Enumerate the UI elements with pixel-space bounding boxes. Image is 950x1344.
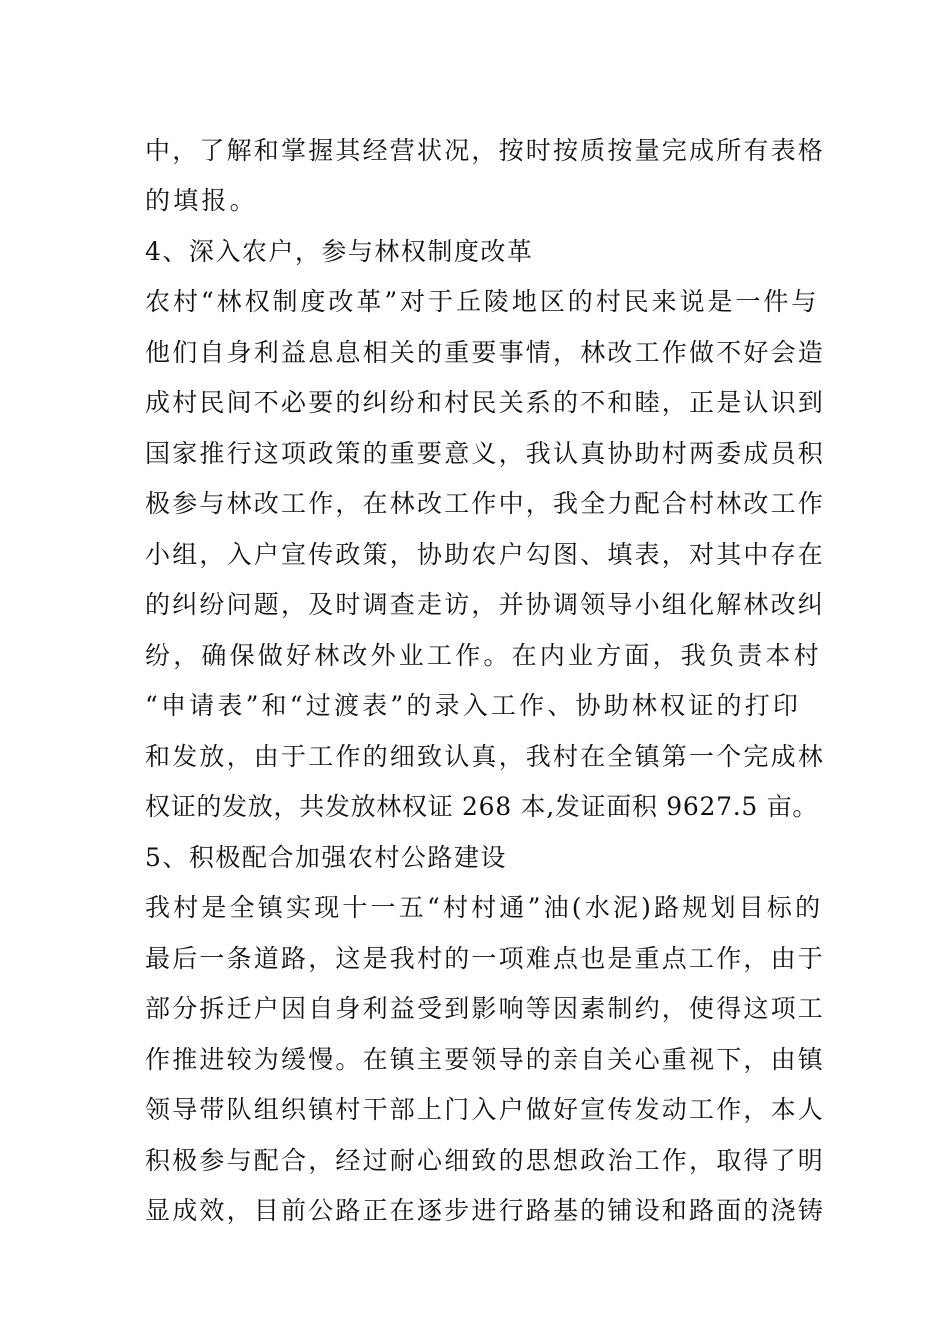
body-text-line: 农村“林权制度改革”对于丘陵地区的村民来说是一件与 <box>145 287 820 316</box>
body-text-line: 的填报。 <box>145 186 258 215</box>
body-text-line: 他们自身利益息息相关的重要事情，林改工作做不好会造 <box>145 338 826 367</box>
body-text-line: 极参与林改工作，在林改工作中，我全力配合村林改工作 <box>145 489 826 518</box>
body-text-line: 的纠纷问题，及时调查走访，并协调领导小组化解林改纠 <box>145 590 826 619</box>
body-text-line: 我村是全镇实现十一五“村村通”油(水泥)路规划目标的 <box>145 893 824 922</box>
body-text-line: 纷，确保做好林改外业工作。在内业方面，我负责本村 <box>145 641 822 670</box>
body-text-line: 显成效，目前公路正在逐步进行路基的铺设和路面的浇铸 <box>145 1196 826 1225</box>
body-text-line: 和发放，由于工作的细致认真，我村在全镇第一个完成林 <box>145 742 826 771</box>
body-text-line: 积极参与配合，经过耐心细致的思想政治工作，取得了明 <box>145 1146 826 1175</box>
body-text-line: 成村民间不必要的纠纷和村民关系的不和睦，正是认识到 <box>145 388 826 417</box>
body-text-line: 部分拆迁户因自身利益受到影响等因素制约，使得这项工 <box>145 994 826 1023</box>
body-text-line: 国家推行这项政策的重要意义，我认真协助村两委成员积 <box>145 439 826 468</box>
section-heading-4: 4、深入农户，参与林权制度改革 <box>145 237 534 266</box>
body-text-line: 领导带队组织镇村干部上门入户做好宣传发动工作，本人 <box>145 1095 826 1124</box>
body-text-line: 小组，入户宣传政策，协助农户勾图、填表，对其中存在 <box>145 540 826 569</box>
body-text-line: 中，了解和掌握其经营状况，按时按质按量完成所有表格 <box>145 136 826 165</box>
body-text-line: 最后一条道路，这是我村的一项难点也是重点工作，由于 <box>145 944 826 973</box>
section-heading-5: 5、积极配合加强农村公路建设 <box>145 843 507 872</box>
body-text-line: “申请表”和“过渡表”的录入工作、协助林权证的打印 <box>145 691 802 720</box>
body-text-line: 权证的发放，共发放林权证 268 本,发证面积 9627.5 亩。 <box>145 792 819 821</box>
body-text-line: 作推进较为缓慢。在镇主要领导的亲自关心重视下，由镇 <box>145 1045 826 1074</box>
